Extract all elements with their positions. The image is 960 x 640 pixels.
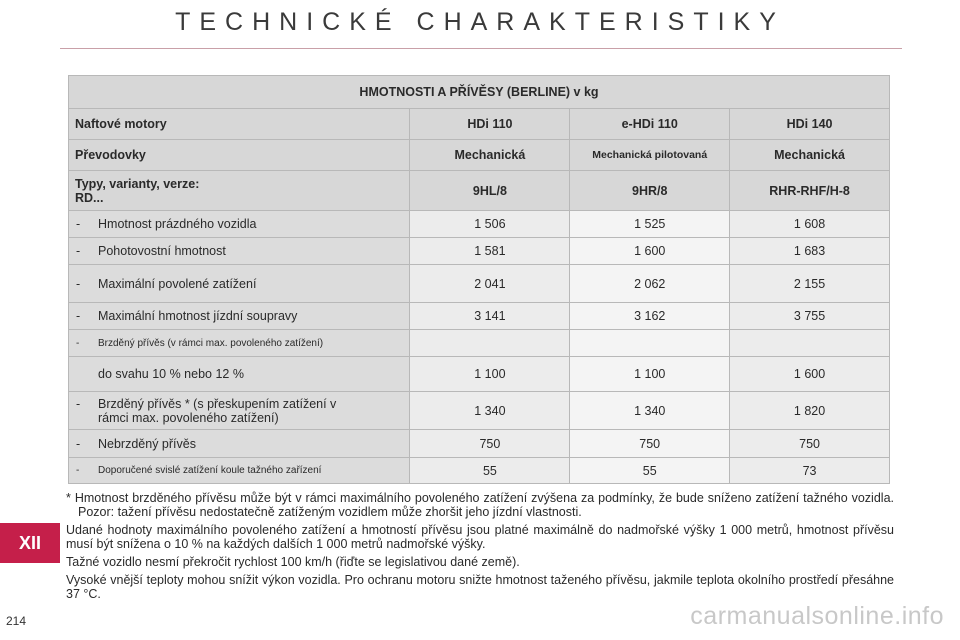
row-dash: - (76, 276, 81, 291)
engine-label: Naftové motory (69, 109, 410, 140)
row-label-line2: rámci max. povoleného zatížení) (98, 410, 279, 425)
table-title: HMOTNOSTI A PŘÍVĚSY (BERLINE) v kg (69, 76, 890, 109)
row-value: 1 600 (570, 238, 730, 265)
row-dash: - (76, 309, 81, 323)
gearbox-label: Převodovky (69, 140, 410, 171)
page-number: 214 (6, 614, 27, 628)
table-row (69, 430, 890, 458)
row-value (570, 330, 730, 357)
table-row (69, 265, 890, 303)
row-dash: - (76, 396, 81, 411)
chapter-badge: XII (0, 523, 60, 563)
row-dash: - (76, 465, 80, 476)
table-title-row (69, 76, 890, 109)
row-value: 1 525 (570, 211, 730, 238)
engine-col-1: HDi 110 (410, 109, 570, 140)
notes (66, 491, 894, 605)
row-value: 3 755 (730, 303, 890, 330)
gearbox-col-3: Mechanická (730, 140, 890, 171)
row-label: do svahu 10 % nebo 12 % (98, 367, 244, 381)
row-value: 750 (570, 430, 730, 458)
row-value: 750 (410, 430, 570, 458)
title-divider (60, 48, 902, 49)
row-label: Brzděný přívěs * (s přeskupením zatížení v (98, 396, 337, 411)
note-temperature: Vysoké vnější teploty mohou snížit výkon vozidla. Pro ochranu motoru snižte hmotnost taženého přívěsu, jakmile teplota okolního prostředí přesáhne 37 °C. (66, 573, 894, 601)
row-value: 2 041 (410, 265, 570, 303)
row-dash: - (76, 436, 81, 451)
row-value: 3 162 (570, 303, 730, 330)
row-value: 73 (730, 458, 890, 484)
row-value: 1 100 (570, 357, 730, 392)
engine-col-2: e-HDi 110 (570, 109, 730, 140)
row-value: 1 340 (570, 392, 730, 430)
row-value: 750 (730, 430, 890, 458)
row-label: Pohotovostní hmotnost (98, 244, 226, 258)
row-label: Maximální povolené zatížení (98, 276, 257, 291)
table-row (69, 238, 890, 265)
types-col-1: 9HL/8 (410, 171, 570, 211)
row-dash: - (76, 217, 81, 231)
row-label: Brzděný přívěs (v rámci max. povoleného zatížení) (98, 337, 324, 349)
types-header-row (69, 171, 890, 211)
table-row (69, 357, 890, 392)
types-col-2: 9HR/8 (570, 171, 730, 211)
row-value: 1 506 (410, 211, 570, 238)
row-value: 1 600 (730, 357, 890, 392)
table-row (69, 303, 890, 330)
row-value: 1 608 (730, 211, 890, 238)
row-dash: - (76, 337, 80, 349)
row-value: 1 581 (410, 238, 570, 265)
types-label-line1: Typy, varianty, verze: (75, 176, 200, 191)
engine-col-3: HDi 140 (730, 109, 890, 140)
weights-table (68, 75, 890, 484)
table-row (69, 458, 890, 484)
row-dash: - (76, 244, 81, 258)
row-label: Hmotnost prázdného vozidla (98, 217, 257, 231)
gearbox-col-1: Mechanická (410, 140, 570, 171)
row-value: 55 (570, 458, 730, 484)
row-value: 2 062 (570, 265, 730, 303)
row-label: Maximální hmotnost jízdní soupravy (98, 309, 298, 323)
table-row (69, 330, 890, 357)
row-value: 2 155 (730, 265, 890, 303)
row-value: 55 (410, 458, 570, 484)
engine-header-row (69, 109, 890, 140)
gearbox-col-2: Mechanická pilotovaná (570, 140, 730, 171)
row-value (730, 330, 890, 357)
row-label: Doporučené svislé zatížení koule tažného zařízení (98, 465, 322, 476)
row-value: 1 820 (730, 392, 890, 430)
row-value: 1 100 (410, 357, 570, 392)
page-title: TECHNICKÉ CHARAKTERISTIKY (175, 8, 785, 36)
gearbox-header-row (69, 140, 890, 171)
footnote: * Hmotnost brzděného přívěsu může být v rámci maximálního povoleného zatížení zvýšena za podmínky, že bude sníženo zatížení tažného vozidla. Pozor: tažení přívěsu nedostatečně zatíženým vozidlem může zhoršit jeho jízdní vlastnosti. (66, 491, 894, 519)
row-value: 1 340 (410, 392, 570, 430)
table-row (69, 392, 890, 430)
types-label (69, 171, 410, 211)
note-speed: Tažné vozidlo nesmí překročit rychlost 100 km/h (řiďte se legislativou dané země). (66, 555, 520, 569)
row-value (410, 330, 570, 357)
row-value: 3 141 (410, 303, 570, 330)
row-label: Nebrzděný přívěs (98, 436, 196, 451)
table-row (69, 211, 890, 238)
watermark: carmanualsonline.info (690, 602, 944, 630)
types-col-3: RHR-RHF/H-8 (730, 171, 890, 211)
note-altitude: Udané hodnoty maximálního povoleného zatížení a hmotností přívěsu jsou platné maximálně do nadmořské výšky 1 000 metrů, hmotnost přívěsu musí být snížena o 10 % na každých dalších 1 000 metrů nadmořské výšky. (66, 523, 894, 551)
row-value: 1 683 (730, 238, 890, 265)
types-label-line2: RD... (75, 190, 104, 205)
